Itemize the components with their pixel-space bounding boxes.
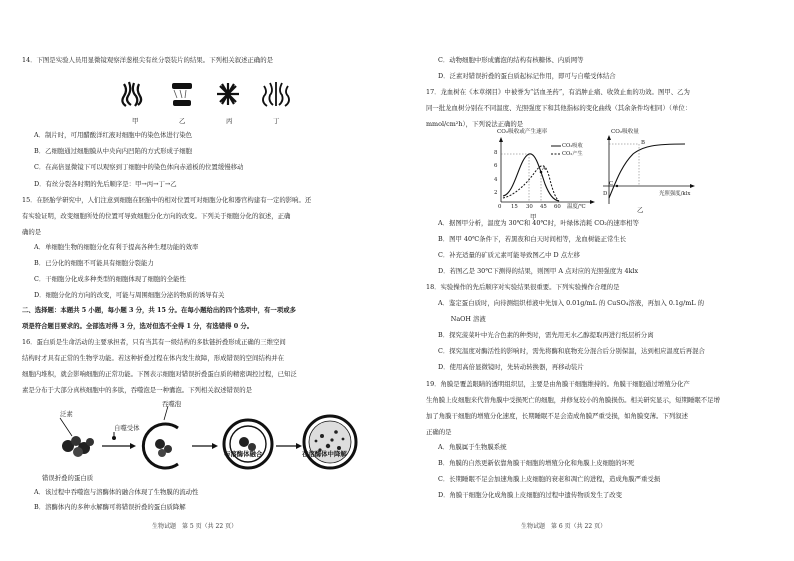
q15-option-b: B．已分化的细胞不可能具有细胞分裂能力 — [34, 259, 154, 267]
cell-bing — [217, 83, 239, 105]
q14-option-a: A．制片时，可用醋酸洋红液对细胞中的染色体进行染色 — [34, 131, 192, 139]
q19-stem-line4: 正确的是 — [426, 428, 452, 436]
q16-stem-line1: 16．蛋白质是生命活动的主要承担者，只有当其有一级结构的多肽链折叠形成正确的三维空间 — [22, 338, 286, 346]
q18-option-d: D．使用高倍显微镜时，先转动转换器，再移动装片 — [438, 363, 584, 371]
q17-stem-line2: 同一批龙血树分别在不同温度、光照强度下和其他指标的变化曲线（其余条件均相同）（单位： — [426, 104, 692, 112]
right-footer: 生物试题 第 6 页（共 22 页） — [521, 523, 607, 530]
q14-stem: 14．下图是实验人员用显微镜观察洋葱根尖有丝分裂装片的结果。下列相关叙述正确的是 — [22, 56, 273, 64]
q17-jia-legend-lines — [551, 143, 563, 157]
q16-stem-line3: 细胞内堆积，就会影响细胞的正常功能。下图表示细胞对错误折叠蛋白质的精密调控过程，已知泛 — [22, 370, 297, 378]
autophagosome — [224, 420, 272, 468]
q14-label-bing: 丙 — [226, 117, 233, 125]
q17-jia-ytick-8: 8 — [494, 150, 498, 156]
q14-label-jia: 甲 — [132, 117, 139, 125]
q17-jia-xtick-15: 15 — [511, 204, 518, 210]
q17-jia-xlabel: 温度/℃ — [567, 204, 586, 210]
q17-jia-xtick-45: 45 — [540, 204, 547, 210]
q17-option-a: A．据图甲分析，温度为 30℃和 40℃时，叶绿体消耗 CO₂的速率相等 — [438, 219, 639, 227]
section2-heading-line1: 二、选择题：本题共 5 小题，每小题 3 分，共 15 分。在每小题给出的四个选项中，有一项或多 — [22, 306, 296, 314]
lysosome-degrade — [304, 416, 356, 468]
q17-stem-line1: 17．龙血树在《本草纲目》中被誉为“活血圣药”，有消肿止痛、收敛止血的功效。图甲、乙为 — [426, 88, 690, 96]
receptor-symbol — [112, 432, 116, 440]
q16-option-c: C．动物细胞中形成囊泡的结构有核糖体、内质网等 — [438, 56, 584, 64]
q15-stem-line3: 确的是 — [22, 228, 42, 236]
q19-stem-line2: 生角膜上皮细胞来代替角膜中受损死亡的细胞，并修复较小的角膜损伤。相关研究显示，短期睡眠不足增 — [426, 396, 720, 404]
misfolded-protein — [62, 436, 94, 457]
right-page — [397, 0, 794, 561]
cell-jia — [122, 82, 141, 106]
q17-jia-legend-absorb: CO₂吸收 — [562, 143, 583, 149]
q18-option-a: A．鉴定蛋白质时，向待测组织样液中先加入 0.01g/mL 的 CuSO₄溶液，再加入 0.1g/mL 的 — [438, 299, 704, 307]
q16-label-ubiquitin: 泛素 — [60, 410, 73, 418]
q15-option-a: A．单细胞生物的细胞分化有利于提高各种生理功能的效率 — [34, 243, 199, 251]
q19-option-d: D．角膜干细胞分化成角膜上皮细胞的过程中遗传物质发生了改变 — [438, 491, 623, 499]
q18-stem: 18．实验操作的先后顺序对实验结果很重要。下列实验操作合理的是 — [426, 283, 620, 291]
q17-chart-yi — [599, 132, 699, 210]
q16-option-d: D．泛素对错误折叠的蛋白质起标记作用，即可与自噬受体结合 — [438, 72, 616, 80]
q16-label-receptor: 自噬受体 — [114, 424, 140, 432]
q18-option-b: B．探究菠菜叶中光合色素的种类时，需先用无水乙醇提取再进行纸层析分离 — [438, 331, 654, 339]
q14-option-c: C．在高倍显微镜下可以观察到丁细胞中的染色体向赤道板的位置缓慢移动 — [34, 163, 244, 171]
q17-yi-point-d: D — [603, 191, 608, 197]
q19-option-b: B．角膜的自然更新依靠角膜干细胞的增殖分化和角膜上皮细胞的坏死 — [438, 459, 635, 467]
q17-jia-ytick-2: 2 — [494, 190, 498, 196]
q16-label-fusion: 与溶酶体融合 — [224, 450, 263, 458]
q18-option-c: C．探究温度对酶活性的影响时，需先将酶和底物充分混合后分别保温，达到相应温度后再混合 — [438, 347, 705, 355]
q16-autophagy-figure — [30, 396, 370, 486]
q17-jia-xtick-60: 60 — [554, 204, 561, 210]
q17-jia-legend-produce: CO₂产生 — [562, 151, 583, 157]
q17-yi-title: CO₂吸收量 — [611, 129, 639, 135]
q16-option-a: A．该过程中吞噬泡与溶酶体的融合体现了生物膜的流动性 — [34, 488, 199, 496]
q14-label-yi: 乙 — [179, 117, 186, 125]
q17-yi-point-b: B — [641, 140, 645, 146]
q17-option-b: B．图甲 40℃条件下，若黑夜和白天时间相等，龙血树能正常生长 — [438, 235, 627, 243]
q16-stem-line2: 结构时才具有正常的生物学功能。若这种折叠过程在体内发生故障，形成错误的空间结构并在 — [22, 354, 285, 362]
q15-stem-line2: 有实验证明，改变细胞所处的位置可导致细胞分化方向的改变。下列关于细胞分化的叙述，正确 — [22, 212, 291, 220]
q15-option-c: C．干细胞分化成多种类型的细胞体现了细胞的全能性 — [34, 275, 186, 283]
q17-yi-xlabel: 光照强度/klx — [659, 191, 691, 197]
q15-option-d: D．细胞分化的方向的改变，可能与周围细胞分泌的物质的诱导有关 — [34, 291, 225, 299]
q17-jia-point-a: A — [542, 166, 546, 172]
q16-label-degrade: 在溶酶体中降解 — [302, 450, 347, 458]
q17-jia-xtick-0: 0 — [498, 204, 502, 210]
q17-jia-xtick-30: 30 — [526, 204, 533, 210]
q17-jia-title: CO₂吸收或产生速率 — [497, 129, 548, 135]
left-footer: 生物试题 第 5 页（共 22 页） — [152, 523, 238, 530]
q17-stem-line3: mmol/cm²h），下列说法正确的是 — [426, 120, 524, 128]
q17-yi-label: 乙 — [637, 206, 644, 214]
q17-option-c: C．补充适量的矿质元素可能导致图乙中 D 点左移 — [438, 251, 580, 259]
section2-heading-line2: 项是符合题目要求的。全部选对得 3 分，选对但选不全得 1 分，有选错得 0 分。 — [22, 322, 254, 330]
q19-stem-line1: 19．角膜是覆盖眼睛的透明组织层，主要是由角膜干细胞维持的。角膜干细胞通过增殖分化产 — [426, 380, 690, 388]
q16-stem-line4: 素是分布于大部分真核细胞中的多肽，吞噬泡是一种囊泡。下列相关叙述错误的是 — [22, 386, 253, 394]
q19-stem-line3: 加了角膜干细胞的增殖分化速度，长期睡眠不足会造成角膜严重受损，如角膜变薄。下列叙述 — [426, 412, 689, 420]
q19-option-c: C．长期睡眠不足会加速角膜上皮细胞的衰老和凋亡的进程，造成角膜严重受损 — [438, 475, 661, 483]
q14-option-d: D．有丝分裂各时期的先后顺序是：甲→丙→丁→乙 — [34, 180, 177, 188]
q19-option-a: A．角膜属于生物膜系统 — [438, 443, 507, 451]
cell-yi — [172, 83, 192, 106]
q14-cell-figure — [110, 72, 310, 122]
q16-option-b: B．溶酶体内的多种水解酶可将错误折叠的蛋白质降解 — [34, 503, 186, 511]
phagophore — [143, 424, 178, 468]
q16-label-misfolded: 错误折叠的蛋白质 — [42, 474, 94, 482]
q14-option-b: B．乙细胞通过细胞膜从中央向内凹陷的方式形成子细胞 — [34, 147, 193, 155]
q14-label-ding: 丁 — [273, 117, 280, 125]
q16-label-phagophore: 吞噬泡 — [162, 400, 182, 408]
q17-jia-ytick-6: 6 — [494, 163, 498, 169]
q17-yi-point-c: C — [609, 181, 614, 187]
q18-option-a-cont: NaOH 溶液 — [438, 315, 486, 323]
q17-option-d: D．若图乙是 30℃下测得的结果，则图甲 A 点对应的光照强度为 4klx — [438, 267, 639, 275]
q17-jia-label: 甲 — [530, 213, 537, 221]
q15-stem-line1: 15．在胚胎学研究中，人们注意到细胞在胚胎中的相对位置可对细胞分化和器官构建有一定的影响。还 — [22, 196, 312, 204]
q17-jia-ytick-4: 4 — [494, 177, 498, 183]
cell-ding — [263, 82, 289, 106]
